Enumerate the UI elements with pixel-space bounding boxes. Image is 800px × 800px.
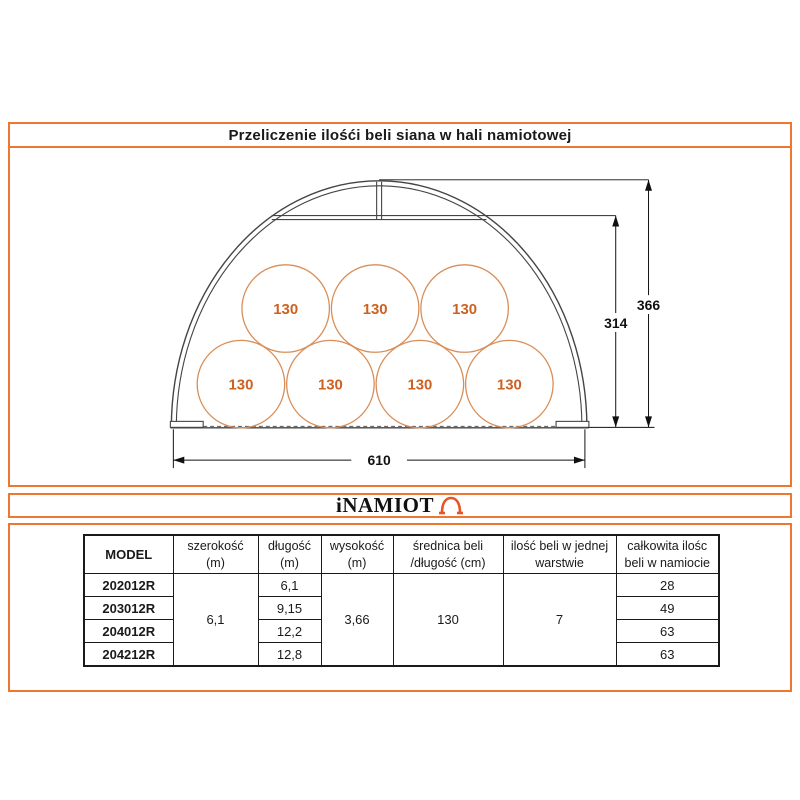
page-title: Przeliczenie ilośći beli siana w hali namiotowej	[228, 126, 572, 144]
cell-dlugosc: 12,8	[258, 643, 321, 667]
dimension-314	[597, 216, 635, 428]
logo-bar	[8, 493, 792, 518]
bale-diameter-label: 130	[407, 377, 433, 394]
spec-table	[83, 534, 720, 667]
cell-calkowita: 63	[616, 643, 719, 667]
bale-diameter-label: 130	[273, 302, 299, 319]
bale-diameter-label: 130	[496, 377, 522, 394]
brand-logo-text: iNAMIOT	[336, 493, 434, 517]
bale-diameter-label: 130	[362, 302, 388, 319]
table-header-row	[84, 535, 719, 574]
tent-foot-right	[556, 421, 589, 427]
header-dlugosc: długość (m)	[258, 535, 321, 574]
bale-diameter-label: 130	[228, 377, 254, 394]
dim-610-label: 610	[367, 452, 391, 469]
cell-model: 202012R	[84, 574, 173, 597]
bale-diameter-label: 130	[452, 302, 478, 319]
cell-wysokosc-merged: 3,66	[321, 574, 393, 667]
diagram-frame	[8, 122, 792, 487]
header-wysokosc: wysokość (m)	[321, 535, 393, 574]
cell-model: 204212R	[84, 643, 173, 667]
cell-szerokosc-merged: 6,1	[173, 574, 258, 667]
cell-dlugosc: 12,2	[258, 620, 321, 643]
tent-foot-left	[170, 421, 203, 427]
header-ilosc-warstwa: ilość beli w jednej warstwie	[503, 535, 616, 574]
table-row	[84, 574, 719, 597]
bale-labels	[229, 302, 522, 394]
cell-dlugosc: 6,1	[258, 574, 321, 597]
cell-srednica-merged: 130	[393, 574, 503, 667]
cell-model: 203012R	[84, 597, 173, 620]
header-szerokosc: szerokość (m)	[173, 535, 258, 574]
cell-model: 204012R	[84, 620, 173, 643]
bale-diameter-label: 130	[317, 377, 343, 394]
cell-calkowita: 63	[616, 620, 719, 643]
title-bar	[10, 124, 790, 148]
cell-ilosc-merged: 7	[503, 574, 616, 667]
header-srednica: średnica beli /długość (cm)	[393, 535, 503, 574]
header-model: MODEL	[84, 535, 173, 574]
table-frame	[8, 523, 792, 692]
cell-dlugosc: 9,15	[258, 597, 321, 620]
header-calkowita: całkowita ilośc beli w namiocie	[616, 535, 719, 574]
dim-314-label: 314	[604, 314, 628, 331]
cell-calkowita: 49	[616, 597, 719, 620]
dimension-366	[630, 180, 668, 428]
tent-cross-section-diagram	[10, 148, 790, 485]
cell-calkowita: 28	[616, 574, 719, 597]
dimension-610	[173, 429, 585, 468]
dim-366-label: 366	[636, 297, 661, 314]
tent-icon	[438, 495, 464, 516]
